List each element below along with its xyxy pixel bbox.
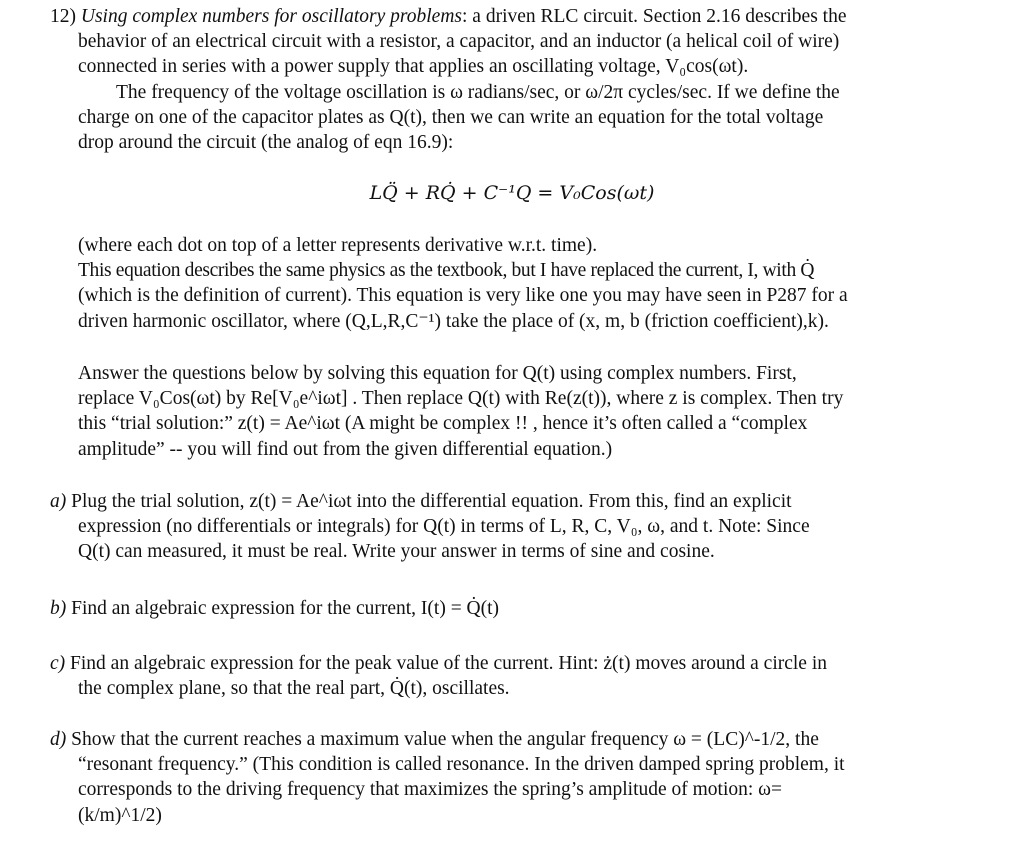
part-line: expression (no differentials or integrals) for Q(t) in terms of L, R, C, V₀, ω, and t. Note: Since — [78, 516, 810, 538]
problem-statement: 12) Using complex numbers for oscillatory problems: a driven RLC circuit. Section 2.16 describes the behavior of an electrical circuit with a resistor, a capacitor, and an inductor (a helical coil of wire) connected in series with a power supply that applies an oscillating voltage, V₀cos(ωt). The frequency of the voltage oscillation is ω radians/sec, or ω/2π cycles/sec. If we define the charge on one of the capacitor plates as Q(t), then we can write an equation for the total voltage drop around the circuit (the analog of eqn 16.9): — [50, 4, 970, 155]
instructions — [78, 361, 978, 462]
part-d — [50, 727, 980, 828]
part-c — [50, 651, 980, 701]
part-b — [50, 596, 980, 621]
part-line: corresponds to the driving frequency that maximizes the spring’s amplitude of motion: ω= — [78, 779, 783, 801]
part-line: Find an algebraic expression for the current, I(t) = Q̇(t) — [71, 598, 500, 619]
statement-line: charge on one of the capacitor plates as Q(t), then we can write an equation for the total voltage — [78, 106, 824, 128]
part-line: (k/m)^1/2) — [78, 804, 162, 826]
problem-title: Using complex numbers for oscillatory problems — [80, 6, 462, 27]
instruction-line: amplitude” -- you will find out from the given differential equation.) — [78, 438, 613, 460]
explanation-line: (which is the definition of current). This equation is very like one you may have seen in P287 for a — [78, 285, 848, 307]
part-line: Find an algebraic expression for the peak value of the current. Hint: ż(t) moves around a circle in — [70, 653, 827, 674]
statement-line: a driven RLC circuit. Section 2.16 describes the — [472, 6, 847, 27]
circuit-equation: LQ̈ + RQ̇ + C⁻¹Q = V₀Cos(ωt) — [369, 182, 655, 204]
instruction-line: Answer the questions below by solving this equation for Q(t) using complex numbers. First, — [78, 363, 797, 384]
statement-line: The frequency of the voltage oscillation is ω radians/sec, or ω/2π cycles/sec. If we define the — [116, 81, 840, 103]
equation-explanation — [78, 233, 978, 334]
instruction-line: this “trial solution:” z(t) = Ae^iωt (A might be complex !! , hence it’s often called a “complex — [78, 413, 808, 435]
part-label: c) — [50, 653, 66, 674]
part-label: b) — [50, 598, 67, 619]
statement-line: connected in series with a power supply that applies an oscillating voltage, V₀cos(ωt). — [78, 56, 749, 78]
instruction-line: replace V₀Cos(ωt) by Re[V₀e^iωt] . Then replace Q(t) with Re(z(t)), where z is complex. Then try — [78, 388, 844, 410]
part-line: Plug the trial solution, z(t) = Ae^iωt into the differential equation. From this, find an explicit — [71, 491, 792, 512]
part-label: a) — [50, 491, 67, 512]
part-line: Show that the current reaches a maximum value when the angular frequency ω = (LC)^-1/2, the — [71, 729, 819, 750]
problem-number: 12) — [50, 6, 76, 27]
part-line: Q(t) can measured, it must be real. Write your answer in terms of sine and cosine. — [78, 541, 715, 563]
explanation-line: driven harmonic oscillator, where (Q,L,R,C⁻¹) take the place of (x, m, b (friction coefficient),k). — [78, 310, 829, 332]
explanation-line: (where each dot on top of a letter represents derivative w.r.t. time). — [78, 235, 598, 256]
part-a — [50, 489, 980, 565]
part-line: “resonant frequency.” (This condition is called resonance. In the driven damped spring problem, it — [78, 754, 845, 776]
statement-line: drop around the circuit (the analog of eqn 16.9): — [78, 132, 454, 154]
part-line: the complex plane, so that the real part, Q̇(t), oscillates. — [78, 678, 510, 700]
explanation-line: This equation describes the same physics as the textbook, but I have replaced the current, I, with Q̇ — [78, 260, 815, 282]
statement-line: behavior of an electrical circuit with a resistor, a capacitor, and an inductor (a helical coil of wire) — [78, 31, 840, 53]
part-label: d) — [50, 729, 67, 750]
